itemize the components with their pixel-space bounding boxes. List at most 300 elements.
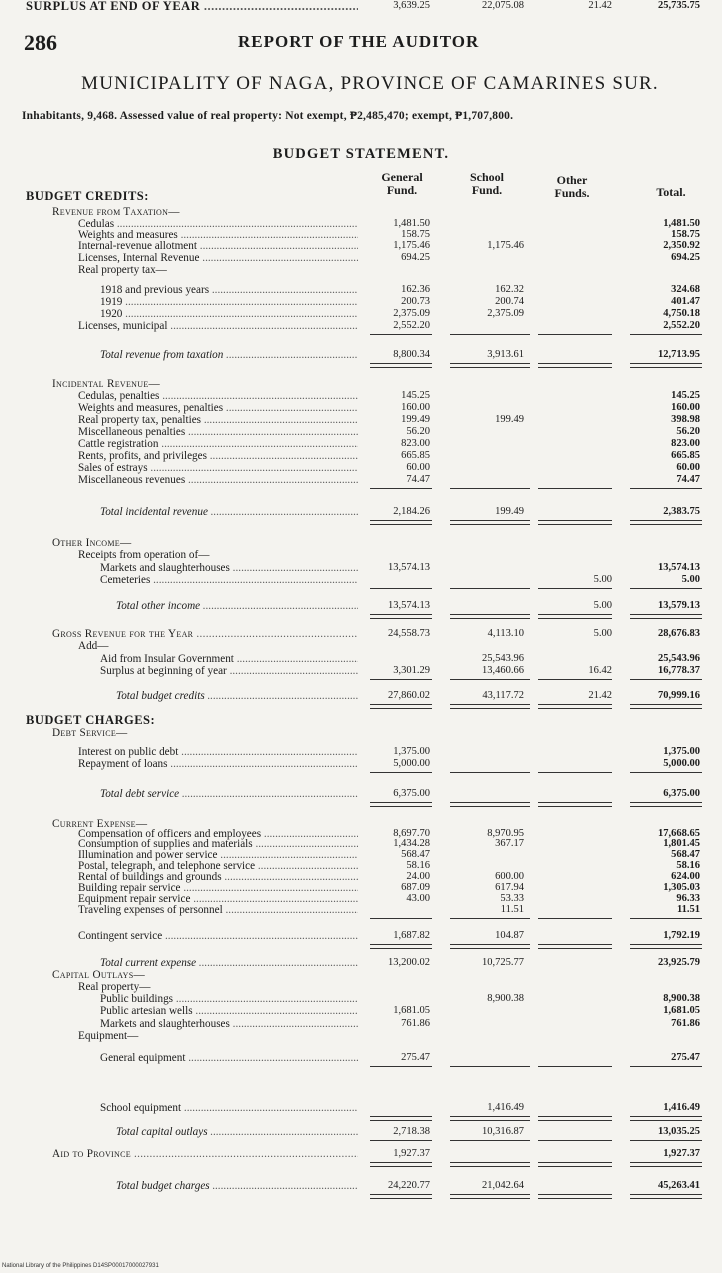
total-cell: 12,713.95: [658, 349, 700, 360]
school-fund-cell: 10,725.77: [482, 957, 524, 968]
double-rule: [538, 802, 612, 807]
table-row: [0, 402, 722, 414]
row-label: Rental of buildings and grounds .....: [78, 871, 358, 883]
general-fund-cell: 823.00: [401, 438, 430, 449]
row-label: BUDGET CHARGES:: [26, 714, 156, 726]
table-row: [0, 904, 722, 916]
table-row: [0, 653, 722, 665]
row-label: Traveling expenses of personnel .....: [78, 904, 358, 916]
general-fund-cell: 1,175.46: [393, 240, 430, 251]
table-row: [0, 426, 722, 438]
school-fund-cell: 2,375.09: [487, 308, 524, 319]
total-cell: 665.85: [671, 450, 700, 461]
row-label: Cattle registration .....: [78, 438, 358, 450]
table-row: [0, 438, 722, 450]
row-label: Total other income .....: [116, 600, 358, 612]
general-fund-cell: 1,481.50: [393, 218, 430, 229]
row-label: Aid from Insular Government .....: [100, 653, 358, 665]
table-row: [0, 1180, 722, 1192]
total-cell: 1,681.05: [663, 1005, 700, 1016]
table-row: [0, 628, 722, 640]
general-fund-cell: 43.00: [406, 893, 430, 904]
row-label: Real property tax, penalties .....: [78, 414, 358, 426]
row-label: Weights and measures, penalties .....: [78, 402, 358, 414]
total-cell: 23,925.79: [658, 957, 700, 968]
table-row: [0, 240, 722, 252]
general-fund-cell: 13,574.13: [388, 600, 430, 611]
double-rule: [450, 1162, 530, 1167]
school-fund-cell: 8,970.95: [487, 828, 524, 839]
row-label: Real property tax—: [78, 264, 167, 276]
general-fund-cell: 5,000.00: [393, 758, 430, 769]
table-row: [0, 562, 722, 574]
double-rule: [450, 363, 530, 368]
row-label: SURPLUS AT END OF YEAR .....: [26, 0, 358, 12]
total-cell: 568.47: [671, 849, 700, 860]
general-fund-cell: 3,639.25: [393, 0, 430, 11]
table-row: [0, 1005, 722, 1017]
table-row: [0, 640, 722, 652]
general-fund-cell: 158.75: [401, 229, 430, 240]
column-header-total: Total.: [656, 185, 686, 199]
running-title: REPORT OF THE AUDITOR: [238, 32, 480, 51]
row-label: Total budget charges .....: [116, 1180, 358, 1192]
total-cell: 1,416.49: [663, 1102, 700, 1113]
double-rule: [370, 363, 432, 368]
row-label: Other Income—: [52, 537, 132, 549]
double-rule: [538, 1162, 612, 1167]
general-fund-cell: 58.16: [406, 860, 430, 871]
general-fund-cell: 13,574.13: [388, 562, 430, 573]
row-label: Total current expense .....: [100, 957, 358, 969]
school-fund-cell: 3,913.61: [487, 349, 524, 360]
row-label: Current Expense—: [52, 818, 148, 830]
column-rule: [630, 679, 702, 680]
total-cell: 5.00: [681, 574, 700, 585]
table-row: [0, 252, 722, 264]
double-rule: [630, 1194, 702, 1199]
column-rule: [630, 488, 702, 489]
statement-title: BUDGET STATEMENT.: [272, 146, 450, 162]
total-cell: 761.86: [671, 1018, 700, 1029]
table-row: [0, 788, 722, 800]
school-fund-cell: 617.94: [495, 882, 524, 893]
total-cell: 1,305.03: [663, 882, 700, 893]
double-rule: [450, 1116, 530, 1121]
row-label: Repayment of loans .....: [78, 758, 358, 770]
row-label: Total capital outlays .....: [116, 1126, 358, 1138]
row-label: Compensation of officers and employees .....: [78, 828, 358, 840]
row-label: Receipts from operation of—: [78, 549, 210, 561]
column-rule: [538, 1140, 612, 1141]
table-row: [0, 930, 722, 942]
table-row: [0, 320, 722, 332]
general-fund-cell: 2,718.38: [393, 1126, 430, 1137]
table-row: [0, 1052, 722, 1064]
general-fund-cell: 1,687.82: [393, 930, 430, 941]
column-rule: [450, 588, 530, 589]
row-label: Total debt service .....: [100, 788, 358, 800]
table-row: [0, 450, 722, 462]
table-row: [0, 993, 722, 1005]
school-fund-cell: 367.17: [495, 838, 524, 849]
column-rule: [450, 918, 530, 919]
column-rule: [450, 334, 530, 335]
general-fund-cell: 275.47: [401, 1052, 430, 1063]
row-label: 1918 and previous years .....: [100, 284, 358, 296]
column-rule: [370, 588, 432, 589]
row-label: Total budget credits .....: [116, 690, 358, 702]
general-fund-cell: 2,552.20: [393, 320, 430, 331]
row-label: 1919 .....: [100, 296, 358, 308]
general-fund-cell: 568.47: [401, 849, 430, 860]
total-cell: 2,350.92: [663, 240, 700, 251]
total-cell: 823.00: [671, 438, 700, 449]
school-fund-cell: 21,042.64: [482, 1180, 524, 1191]
school-fund-cell: 1,416.49: [487, 1102, 524, 1113]
double-rule: [538, 1116, 612, 1121]
double-rule: [450, 1194, 530, 1199]
table-row: [0, 264, 722, 276]
school-fund-cell: 4,113.10: [487, 628, 524, 639]
other-funds-cell: 16.42: [588, 665, 612, 676]
row-label: Cedulas .....: [78, 218, 358, 230]
row-label: Markets and slaughterhouses .....: [100, 562, 358, 574]
column-rule: [450, 488, 530, 489]
row-label: Revenue from Taxation—: [52, 206, 180, 218]
total-cell: 1,481.50: [663, 218, 700, 229]
total-cell: 74.47: [676, 474, 700, 485]
double-rule: [630, 520, 702, 525]
general-fund-cell: 13,200.02: [388, 957, 430, 968]
double-rule: [450, 614, 530, 619]
general-fund-cell: 199.49: [401, 414, 430, 425]
general-fund-cell: 3,301.29: [393, 665, 430, 676]
general-fund-cell: 24.00: [406, 871, 430, 882]
school-fund-cell: 199.49: [495, 506, 524, 517]
total-cell: 1,792.19: [663, 930, 700, 941]
total-cell: 275.47: [671, 1052, 700, 1063]
column-rule: [630, 588, 702, 589]
double-rule: [538, 1194, 612, 1199]
table-row: [0, 190, 722, 202]
table-row: [0, 981, 722, 993]
double-rule: [370, 802, 432, 807]
row-label: Public buildings .....: [100, 993, 358, 1005]
total-cell: 4,750.18: [663, 308, 700, 319]
general-fund-cell: 2,184.26: [393, 506, 430, 517]
total-cell: 70,999.16: [658, 690, 700, 701]
double-rule: [630, 1116, 702, 1121]
row-label: Equipment repair service .....: [78, 893, 358, 905]
double-rule: [630, 1162, 702, 1167]
column-header-general-fund: General Fund.: [381, 170, 423, 197]
double-rule: [370, 1116, 432, 1121]
other-funds-cell: 5.00: [593, 574, 612, 585]
row-label: Equipment—: [78, 1030, 139, 1042]
total-cell: 17,668.65: [658, 828, 700, 839]
column-rule: [370, 1140, 432, 1141]
municipality-heading: MUNICIPALITY OF NAGA, PROVINCE OF CAMARINES SUR.: [81, 73, 659, 94]
total-cell: 2,383.75: [663, 506, 700, 517]
general-fund-cell: 761.86: [401, 1018, 430, 1029]
total-cell: 1,375.00: [663, 746, 700, 757]
table-row: [0, 296, 722, 308]
school-fund-cell: 11.51: [500, 904, 524, 915]
other-funds-cell: 5.00: [593, 600, 612, 611]
column-rule: [630, 918, 702, 919]
row-label: Licenses, Internal Revenue .....: [78, 252, 358, 264]
row-label: Total incidental revenue .....: [100, 506, 358, 518]
table-row: [0, 1102, 722, 1114]
total-cell: 28,676.83: [658, 628, 700, 639]
other-funds-cell: 21.42: [588, 0, 612, 11]
total-cell: 13,579.13: [658, 600, 700, 611]
column-rule: [370, 488, 432, 489]
total-cell: 2,552.20: [663, 320, 700, 331]
table-row: [0, 758, 722, 770]
row-label: Contingent service .....: [78, 930, 358, 942]
column-rule: [538, 679, 612, 680]
table-row: [0, 690, 722, 702]
table-row: [0, 600, 722, 612]
column-header-school-fund: School Fund.: [469, 170, 504, 197]
total-cell: 158.75: [671, 229, 700, 240]
school-fund-cell: 600.00: [495, 871, 524, 882]
double-rule: [630, 363, 702, 368]
total-cell: 398.98: [671, 414, 700, 425]
row-label: Building repair service .....: [78, 882, 358, 894]
row-label: Add—: [78, 640, 109, 652]
column-rule: [538, 588, 612, 589]
general-fund-cell: 74.47: [406, 474, 430, 485]
general-fund-cell: 687.09: [401, 882, 430, 893]
row-label: Total revenue from taxation .....: [100, 349, 358, 361]
general-fund-cell: 200.73: [401, 296, 430, 307]
row-label: Miscellaneous revenues .....: [78, 474, 358, 486]
other-funds-cell: 21.42: [588, 690, 612, 701]
general-fund-cell: 56.20: [406, 426, 430, 437]
total-cell: 25,543.96: [658, 653, 700, 664]
table-row: [0, 746, 722, 758]
school-fund-cell: 13,460.66: [482, 665, 524, 676]
general-fund-cell: 6,375.00: [393, 788, 430, 799]
double-rule: [370, 944, 432, 949]
total-cell: 16,778.37: [658, 665, 700, 676]
table-row: [0, 1126, 722, 1138]
total-cell: 8,900.38: [663, 993, 700, 1004]
double-rule: [450, 802, 530, 807]
general-fund-cell: 27,860.02: [388, 690, 430, 701]
page-number: 286: [24, 30, 57, 55]
school-fund-cell: 199.49: [495, 414, 524, 425]
double-rule: [630, 944, 702, 949]
table-row: [0, 1030, 722, 1042]
column-rule: [370, 679, 432, 680]
total-cell: 5,000.00: [663, 758, 700, 769]
row-label: Capital Outlays—: [52, 969, 145, 981]
row-label: Real property—: [78, 981, 151, 993]
general-fund-cell: 1,927.37: [393, 1148, 430, 1159]
total-cell: 11.51: [676, 904, 700, 915]
double-rule: [538, 704, 612, 709]
school-fund-cell: 22,075.08: [482, 0, 524, 11]
double-rule: [370, 520, 432, 525]
table-row: [0, 390, 722, 402]
column-rule: [450, 772, 530, 773]
table-row: [0, 462, 722, 474]
column-rule: [538, 334, 612, 335]
general-fund-cell: 60.00: [406, 462, 430, 473]
general-fund-cell: 665.85: [401, 450, 430, 461]
double-rule: [538, 944, 612, 949]
column-rule: [630, 1066, 702, 1067]
total-cell: 13,574.13: [658, 562, 700, 573]
school-fund-cell: 43,117.72: [482, 690, 524, 701]
row-label: Postal, telegraph, and telephone service .....: [78, 860, 358, 872]
column-rule: [630, 772, 702, 773]
table-row: [0, 714, 722, 726]
table-row: [0, 665, 722, 677]
general-fund-cell: 694.25: [401, 252, 430, 263]
column-rule: [370, 334, 432, 335]
total-cell: 401.47: [671, 296, 700, 307]
row-label: Licenses, municipal .....: [78, 320, 358, 332]
table-row: [0, 349, 722, 361]
column-rule: [538, 918, 612, 919]
school-fund-cell: 53.33: [500, 893, 524, 904]
column-rule: [450, 679, 530, 680]
general-fund-cell: 8,697.70: [393, 828, 430, 839]
general-fund-cell: 24,220.77: [388, 1180, 430, 1191]
general-fund-cell: 1,375.00: [393, 746, 430, 757]
inhabitants-line: Inhabitants, 9,468. Assessed value of real property: Not exempt, ₱2,485,470; exempt, ₱1,707,800.: [22, 110, 514, 122]
double-rule: [538, 363, 612, 368]
total-cell: 60.00: [676, 462, 700, 473]
column-rule: [538, 1066, 612, 1067]
column-rule: [538, 772, 612, 773]
school-fund-cell: 162.32: [495, 284, 524, 295]
row-label: BUDGET CREDITS:: [26, 190, 149, 202]
double-rule: [370, 614, 432, 619]
row-label: Interest on public debt .....: [78, 746, 358, 758]
row-label: School equipment .....: [100, 1102, 358, 1114]
row-label: Aid to Province .....: [52, 1148, 358, 1160]
total-cell: 13,035.25: [658, 1126, 700, 1137]
total-cell: 324.68: [671, 284, 700, 295]
school-fund-cell: 25,543.96: [482, 653, 524, 664]
total-cell: 160.00: [671, 402, 700, 413]
total-cell: 145.25: [671, 390, 700, 401]
general-fund-cell: 160.00: [401, 402, 430, 413]
school-fund-cell: 1,175.46: [487, 240, 524, 251]
table-row: [0, 414, 722, 426]
table-row: [0, 308, 722, 320]
general-fund-cell: 1,681.05: [393, 1005, 430, 1016]
row-label: Rents, profits, and privileges .....: [78, 450, 358, 462]
column-rule: [370, 918, 432, 919]
double-rule: [450, 944, 530, 949]
double-rule: [450, 704, 530, 709]
row-label: Sales of estrays .....: [78, 462, 358, 474]
table-row: [0, 727, 722, 739]
row-label: Weights and measures .....: [78, 229, 358, 241]
row-label: Markets and slaughterhouses .....: [100, 1018, 358, 1030]
total-cell: 6,375.00: [663, 788, 700, 799]
total-cell: 45,263.41: [658, 1180, 700, 1191]
total-cell: 694.25: [671, 252, 700, 263]
table-row: [0, 1148, 722, 1160]
other-funds-cell: 5.00: [593, 628, 612, 639]
column-rule: [450, 1140, 530, 1141]
general-fund-cell: 162.36: [401, 284, 430, 295]
total-cell: 58.16: [676, 860, 700, 871]
total-cell: 1,801.45: [663, 838, 700, 849]
column-rule: [450, 1066, 530, 1067]
double-rule: [630, 704, 702, 709]
general-fund-cell: 8,800.34: [393, 349, 430, 360]
row-label: Public artesian wells .....: [100, 1005, 358, 1017]
general-fund-cell: 145.25: [401, 390, 430, 401]
general-fund-cell: 1,434.28: [393, 838, 430, 849]
table-row: [0, 378, 722, 390]
double-rule: [370, 704, 432, 709]
double-rule: [370, 1162, 432, 1167]
double-rule: [630, 802, 702, 807]
row-label: Illumination and power service .....: [78, 849, 358, 861]
total-cell: 624.00: [671, 871, 700, 882]
table-row: [0, 1018, 722, 1030]
general-fund-cell: 2,375.09: [393, 308, 430, 319]
column-rule: [630, 1140, 702, 1141]
column-rule: [370, 1066, 432, 1067]
school-fund-cell: 200.74: [495, 296, 524, 307]
double-rule: [370, 1194, 432, 1199]
table-row: [0, 506, 722, 518]
table-row: [0, 574, 722, 586]
double-rule: [630, 614, 702, 619]
row-label: Cedulas, penalties .....: [78, 390, 358, 402]
table-row: [0, 206, 722, 218]
table-row: [0, 0, 722, 12]
table-row: [0, 969, 722, 981]
total-cell: 96.33: [676, 893, 700, 904]
row-label: Incidental Revenue—: [52, 378, 160, 390]
table-row: [0, 537, 722, 549]
table-row: [0, 549, 722, 561]
double-rule: [450, 520, 530, 525]
column-rule: [630, 334, 702, 335]
row-label: Cemeteries .....: [100, 574, 358, 586]
column-header-other-funds: Other Funds.: [554, 173, 590, 200]
school-fund-cell: 8,900.38: [487, 993, 524, 1004]
double-rule: [538, 614, 612, 619]
column-rule: [370, 772, 432, 773]
row-label: General equipment .....: [100, 1052, 358, 1064]
row-label: Surplus at beginning of year .....: [100, 665, 358, 677]
table-row: [0, 284, 722, 296]
row-label: Gross Revenue for the Year .....: [52, 628, 358, 640]
total-cell: 25,735.75: [658, 0, 700, 11]
column-rule: [538, 488, 612, 489]
row-label: Miscellaneous penalties .....: [78, 426, 358, 438]
school-fund-cell: 104.87: [495, 930, 524, 941]
row-label: Debt Service—: [52, 727, 128, 739]
double-rule: [538, 520, 612, 525]
row-label: Consumption of supplies and materials .....: [78, 838, 358, 850]
general-fund-cell: 24,558.73: [388, 628, 430, 639]
row-label: Internal-revenue allotment .....: [78, 240, 358, 252]
